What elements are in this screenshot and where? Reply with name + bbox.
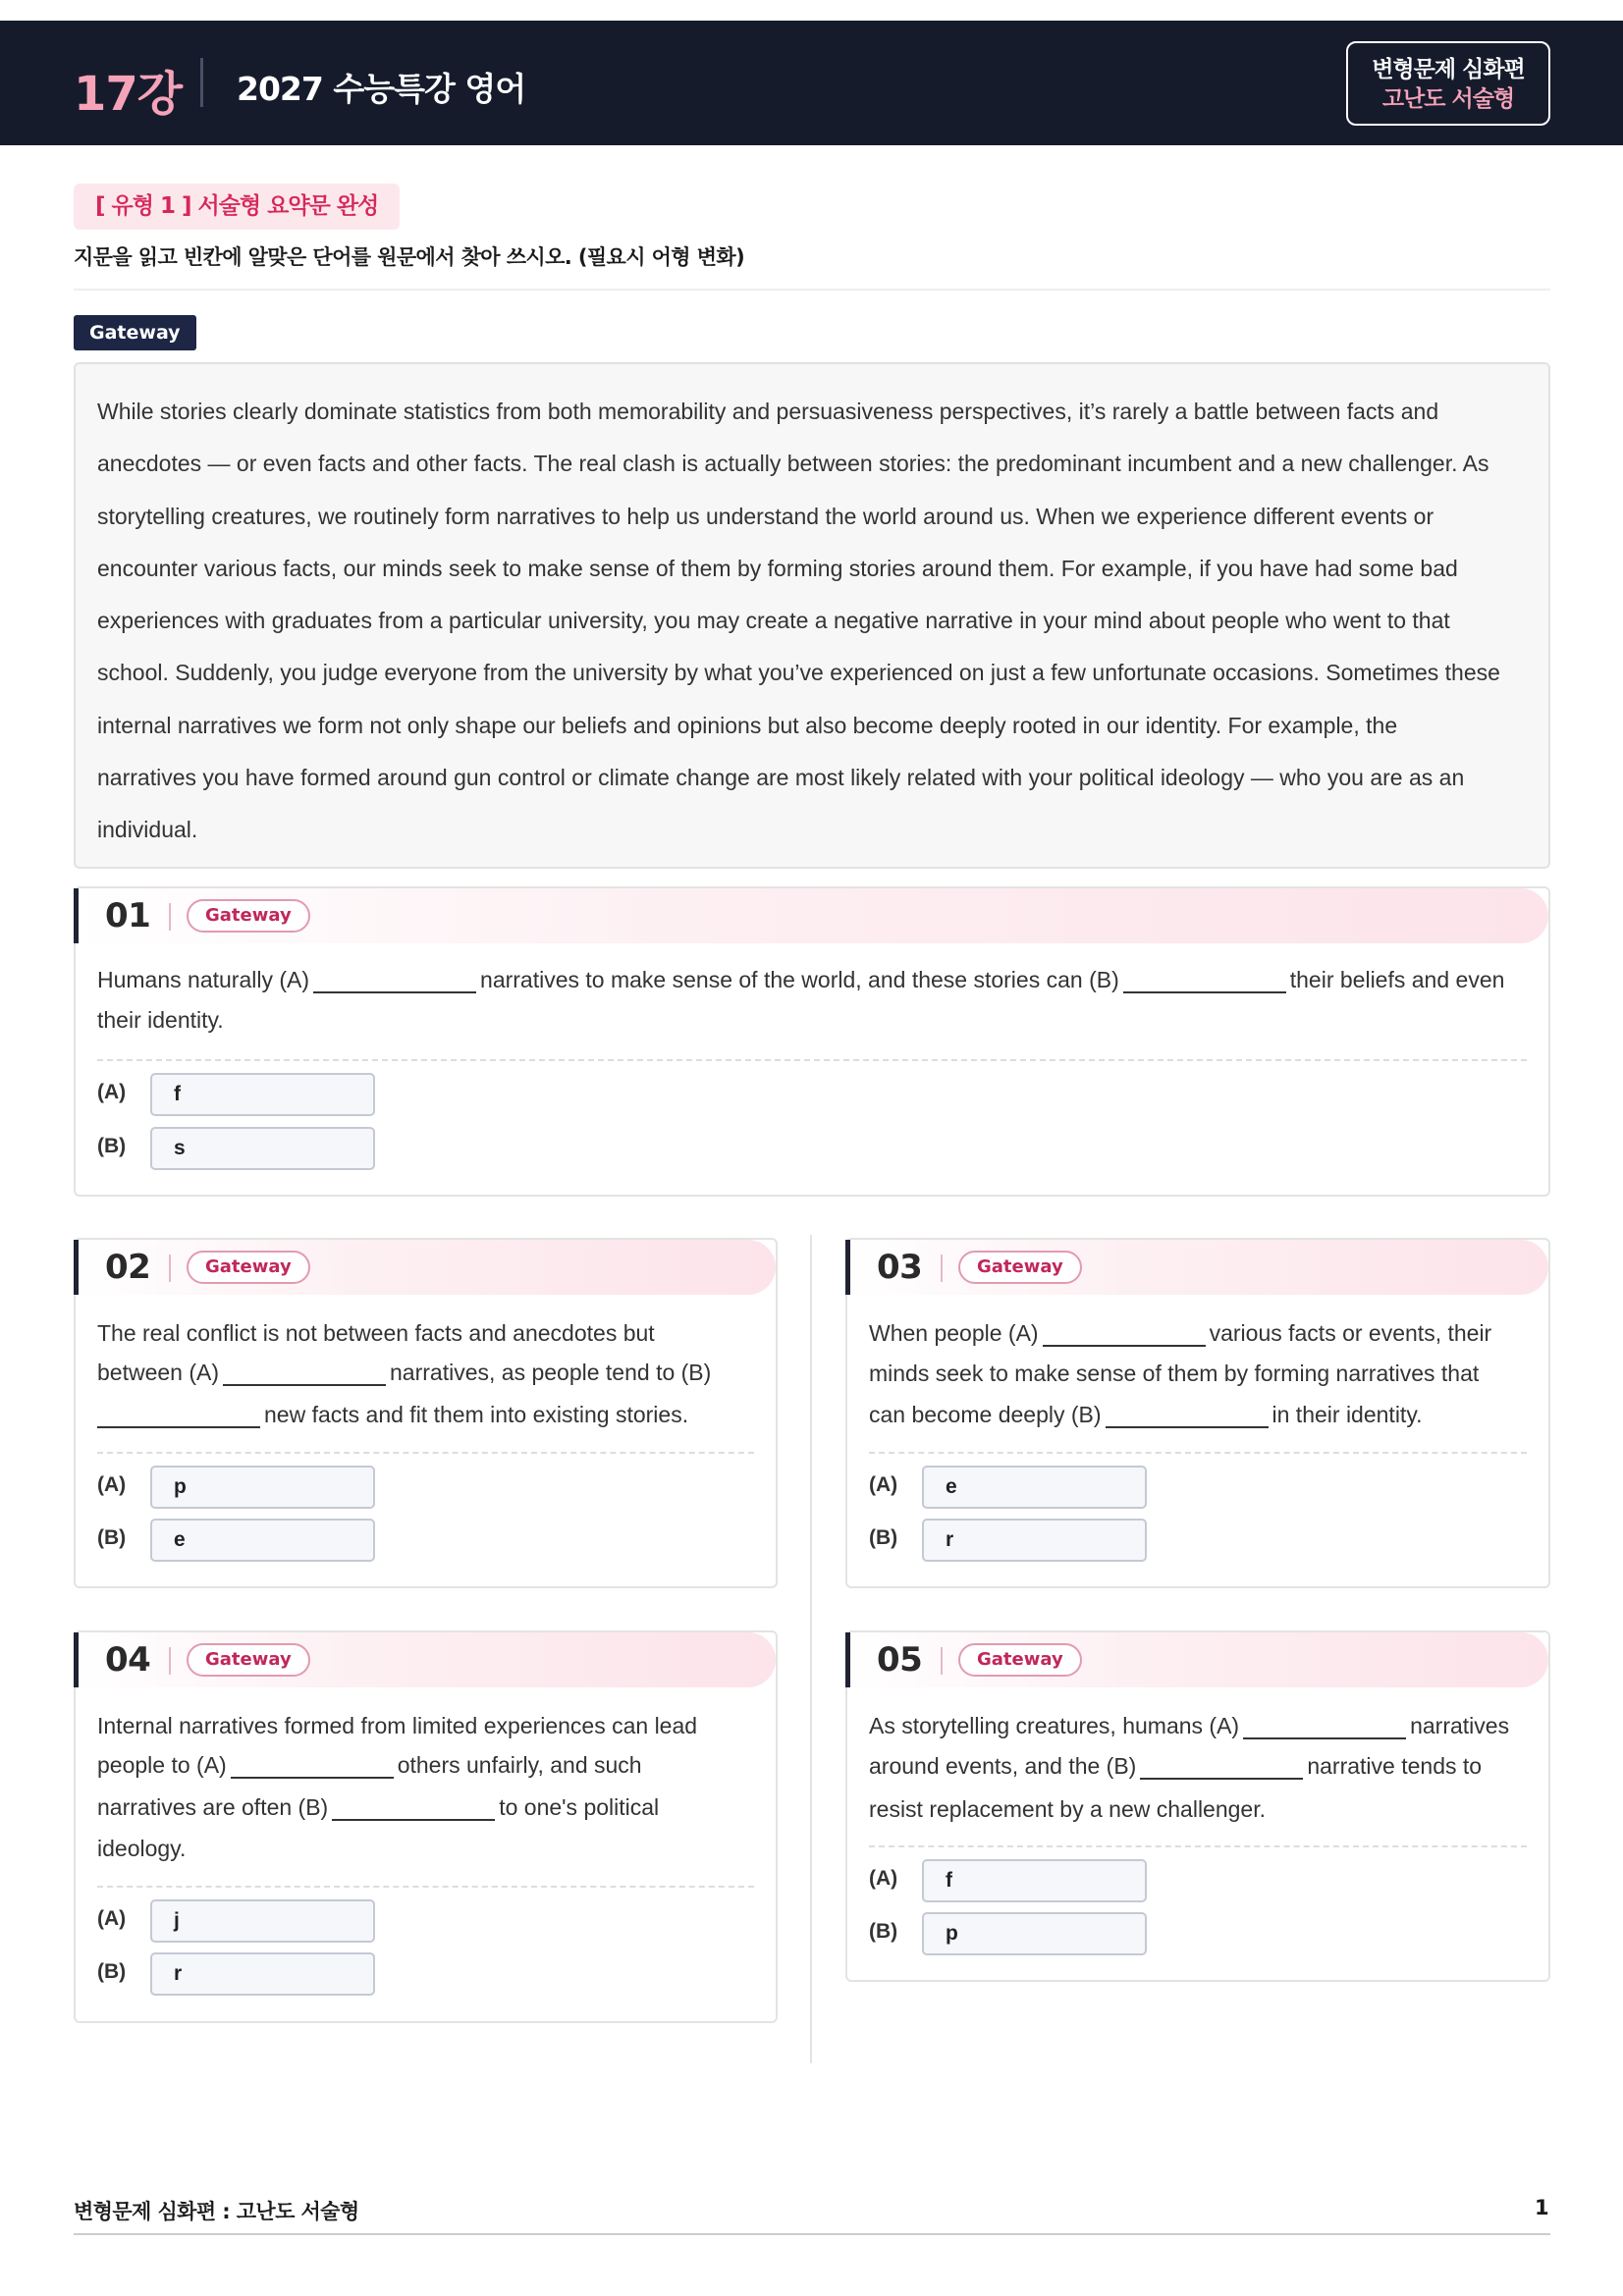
answer-label: (A) — [869, 1867, 898, 1890]
passage-line: individual. — [97, 817, 198, 843]
text-segment: others unfairly, and such — [397, 1752, 642, 1778]
blank-a — [1243, 1714, 1406, 1739]
passage-line: While stories clearly dominate statistics from both memorability and persuasiveness perspectives, it’s rarely a battle between facts and — [97, 399, 1439, 424]
text-segment: narratives to make sense of the world, and these stories can (B) — [480, 967, 1119, 992]
text-segment: When people (A) — [869, 1320, 1039, 1346]
book-title: 2027 수능특강 영어 — [237, 70, 526, 108]
answer-input-a[interactable]: f — [150, 1073, 375, 1116]
section-separator — [74, 289, 1550, 291]
question-header — [76, 1240, 776, 1295]
question-header — [76, 1632, 776, 1687]
text-segment: narrative tends to — [1307, 1753, 1483, 1779]
text-segment: As storytelling creatures, humans (A) — [869, 1713, 1240, 1738]
type-tag: [ 유형 1 ] 서술형 요약문 완성 — [74, 184, 400, 230]
blank-b — [1140, 1754, 1303, 1780]
question-tag: Gateway — [187, 1251, 310, 1284]
question-number: 01 — [105, 896, 151, 935]
text-segment: new facts and fit them into existing stories. — [264, 1402, 689, 1427]
question-accent-bar — [845, 1632, 850, 1687]
text-segment: around events, and the (B) — [869, 1753, 1137, 1779]
header-divider — [200, 58, 203, 107]
question-number: 02 — [105, 1248, 151, 1287]
question-card-01 — [74, 886, 1550, 1197]
question-header — [847, 1240, 1548, 1295]
question-header-divider — [941, 1255, 943, 1282]
passage-line: experiences with graduates from a particular university, you may create a negative narrative in your mind about people who went to that — [97, 608, 1450, 634]
answer-label: (A) — [97, 1081, 127, 1103]
question-card-02 — [74, 1238, 778, 1588]
answer-input-a[interactable]: f — [922, 1859, 1147, 1902]
answer-input-a[interactable]: e — [922, 1466, 1147, 1509]
question-header-divider — [169, 1647, 171, 1675]
question-card-03 — [845, 1238, 1550, 1588]
blank-a — [231, 1753, 394, 1779]
answer-input-a[interactable]: p — [150, 1466, 375, 1509]
question-header — [847, 1632, 1548, 1687]
question-accent-bar — [845, 1240, 850, 1295]
text-segment: narratives are often (B) — [97, 1794, 329, 1820]
text-segment: to one's political — [499, 1794, 660, 1820]
answer-input-b[interactable]: e — [150, 1519, 375, 1562]
blank-a — [223, 1361, 386, 1386]
answer-label: (B) — [97, 1960, 127, 1983]
instruction: 지문을 읽고 빈칸에 알맞은 단어를 원문에서 찾아 쓰시오. (필요시 어형 변화) — [74, 245, 745, 269]
question-accent-bar — [74, 888, 79, 943]
question-accent-bar — [74, 1240, 79, 1295]
passage-line: internal narratives we form not only shape our beliefs and opinions but also become deeply rooted in our identity. For example, the — [97, 712, 1398, 738]
question-header-divider — [169, 903, 171, 931]
passage-box — [74, 362, 1550, 869]
passage-line: narratives you have formed around gun control or climate change are most likely related with your political ideology — who you are as an — [97, 765, 1465, 791]
answer-label: (B) — [869, 1920, 898, 1943]
passage-line: storytelling creatures, we routinely form narratives to help us understand the world around us. When we experience different events or — [97, 503, 1434, 529]
question-tag: Gateway — [187, 899, 310, 933]
dashed-divider — [97, 1059, 1527, 1061]
answer-input-b[interactable]: r — [150, 1952, 375, 1996]
blank-b — [97, 1403, 260, 1428]
text-segment: The real conflict is not between facts and anecdotes but — [97, 1320, 655, 1346]
column-divider — [810, 1235, 812, 2063]
blank-b — [1106, 1403, 1269, 1428]
question-number: 04 — [105, 1640, 151, 1680]
question-number: 05 — [877, 1640, 923, 1680]
answer-label: (B) — [869, 1526, 898, 1549]
passage-line: anecdotes — or even facts and other facts. The real clash is actually between stories: the predominant incumbent and a new challenger. As — [97, 451, 1489, 477]
answer-input-b[interactable]: s — [150, 1127, 375, 1170]
passage-line: encounter various facts, our minds seek to make sense of them by forming stories around them. For example, if you have had some bad — [97, 555, 1458, 581]
edition-badge — [1346, 41, 1550, 126]
footer-title: 변형문제 심화편 : 고난도 서술형 — [74, 2200, 359, 2223]
badge-line1: 변형문제 심화편 — [1372, 57, 1525, 82]
answer-label: (B) — [97, 1526, 127, 1549]
question-tag: Gateway — [187, 1643, 310, 1677]
text-segment: Humans naturally (A) — [97, 967, 310, 992]
question-card-05 — [845, 1630, 1550, 1982]
badge-line2: 고난도 서술형 — [1381, 86, 1515, 112]
text-segment: their identity. — [97, 1007, 224, 1033]
question-card-04 — [74, 1630, 778, 2023]
answer-input-a[interactable]: j — [150, 1899, 375, 1943]
text-segment: various facts or events, their — [1209, 1320, 1492, 1346]
lesson-number: 17강 — [74, 67, 183, 122]
question-header-divider — [941, 1647, 943, 1675]
text-segment: ideology. — [97, 1836, 187, 1861]
question-header-divider — [169, 1255, 171, 1282]
text-segment: resist replacement by a new challenger. — [869, 1796, 1266, 1822]
answer-label: (A) — [869, 1473, 898, 1496]
question-tag: Gateway — [958, 1251, 1082, 1284]
answer-label: (A) — [97, 1473, 127, 1496]
dashed-divider — [97, 1452, 754, 1454]
dashed-divider — [869, 1452, 1527, 1454]
text-segment: can become deeply (B) — [869, 1402, 1102, 1427]
question-number: 03 — [877, 1248, 923, 1287]
header-bar — [0, 21, 1623, 145]
dashed-divider — [97, 1886, 754, 1888]
passage-line: school. Suddenly, you judge everyone from the university by what you’ve experienced on just a few unfortunate occasions. Sometimes these — [97, 660, 1500, 686]
blank-a — [1043, 1321, 1206, 1347]
answer-label: (A) — [97, 1907, 127, 1930]
answer-input-b[interactable]: r — [922, 1519, 1147, 1562]
footer-rule — [74, 2233, 1550, 2235]
passage-label: Gateway — [74, 315, 196, 350]
text-segment: between (A) — [97, 1360, 220, 1385]
text-segment: narratives — [1410, 1713, 1510, 1738]
page-number: 1 — [1535, 2196, 1549, 2219]
blank-b — [1123, 968, 1286, 993]
text-segment: people to (A) — [97, 1752, 227, 1778]
text-segment: narratives, as people tend to (B) — [390, 1360, 712, 1385]
answer-input-b[interactable]: p — [922, 1912, 1147, 1955]
blank-b — [332, 1795, 495, 1821]
text-segment: in their identity. — [1271, 1402, 1423, 1427]
question-tag: Gateway — [958, 1643, 1082, 1677]
answer-label: (B) — [97, 1135, 127, 1157]
question-accent-bar — [74, 1632, 79, 1687]
blank-a — [313, 968, 476, 993]
text-segment: Internal narratives formed from limited experiences can lead — [97, 1713, 698, 1738]
text-segment: minds seek to make sense of them by forming narratives that — [869, 1361, 1480, 1386]
dashed-divider — [869, 1845, 1527, 1847]
text-segment: their beliefs and even — [1289, 967, 1505, 992]
